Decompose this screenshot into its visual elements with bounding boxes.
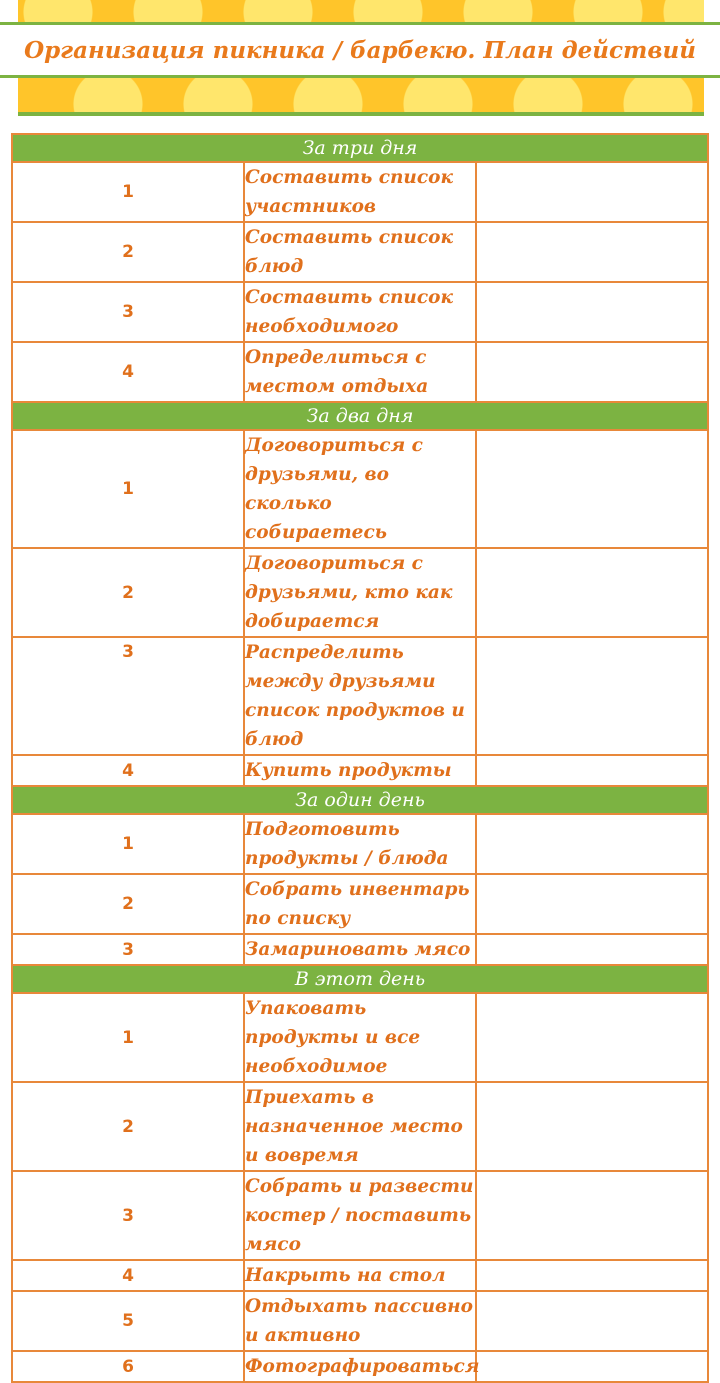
task-row [12, 162, 708, 222]
task-number: 3 [12, 1171, 244, 1260]
task-row [12, 993, 708, 1082]
task-text: Купить продукты [244, 755, 476, 786]
task-text: Замариновать мясо [244, 934, 476, 965]
task-number: 1 [12, 162, 244, 222]
task-text: Накрыть на стол [244, 1260, 476, 1291]
task-row [12, 755, 708, 786]
task-checkbox[interactable] [476, 814, 708, 874]
task-number: 3 [12, 637, 244, 755]
task-checkbox[interactable] [476, 1260, 708, 1291]
task-text: Упаковать продукты и все необходимое [244, 993, 476, 1082]
section-heading: За два дня [12, 402, 708, 430]
checklist-table [11, 133, 709, 1383]
task-checkbox[interactable] [476, 1291, 708, 1351]
task-row [12, 548, 708, 637]
task-row [12, 814, 708, 874]
section-header-row [12, 965, 708, 993]
task-text: Подготовить продукты / блюда [244, 814, 476, 874]
section-header-row [12, 402, 708, 430]
task-number: 2 [12, 1082, 244, 1171]
task-number: 2 [12, 874, 244, 934]
task-row [12, 1082, 708, 1171]
task-checkbox[interactable] [476, 162, 708, 222]
task-checkbox[interactable] [476, 1171, 708, 1260]
task-text: Определиться с местом отдыха [244, 342, 476, 402]
task-text: Собрать инвентарь по списку [244, 874, 476, 934]
task-text: Договориться с друзьями, во сколько собираетесь [244, 430, 476, 548]
task-row [12, 430, 708, 548]
task-number: 4 [12, 342, 244, 402]
task-text: Составить список блюд [244, 222, 476, 282]
task-checkbox[interactable] [476, 342, 708, 402]
task-number: 1 [12, 814, 244, 874]
section-heading: В этот день [12, 965, 708, 993]
task-number: 3 [12, 282, 244, 342]
page-title: Организация пикника / барбекю. План действий [24, 36, 696, 64]
task-checkbox[interactable] [476, 755, 708, 786]
task-row [12, 1351, 708, 1382]
task-checkbox[interactable] [476, 637, 708, 755]
task-row [12, 342, 708, 402]
task-number: 1 [12, 430, 244, 548]
task-text: Распределить между друзьями список продуктов и блюд [244, 637, 476, 755]
task-row [12, 1260, 708, 1291]
section-heading: За один день [12, 786, 708, 814]
task-text: Приехать в назначенное место и вовремя [244, 1082, 476, 1171]
task-number: 2 [12, 222, 244, 282]
task-row [12, 222, 708, 282]
task-row [12, 282, 708, 342]
task-text: Фотографироваться [244, 1351, 476, 1382]
task-text: Отдыхать пассивно и активно [244, 1291, 476, 1351]
task-number: 1 [12, 993, 244, 1082]
task-number: 4 [12, 755, 244, 786]
task-number: 5 [12, 1291, 244, 1351]
task-checkbox[interactable] [476, 548, 708, 637]
task-number: 2 [12, 548, 244, 637]
task-checkbox[interactable] [476, 934, 708, 965]
task-number: 4 [12, 1260, 244, 1291]
task-text: Составить список участников [244, 162, 476, 222]
task-checkbox[interactable] [476, 1351, 708, 1382]
task-checkbox[interactable] [476, 222, 708, 282]
title-box [0, 22, 720, 78]
task-number: 3 [12, 934, 244, 965]
section-heading: За три дня [12, 134, 708, 162]
task-number: 6 [12, 1351, 244, 1382]
task-text: Собрать и развести костер / поставить мясо [244, 1171, 476, 1260]
task-text: Составить список необходимого [244, 282, 476, 342]
section-header-row [12, 786, 708, 814]
task-text: Договориться с друзьями, кто как добирается [244, 548, 476, 637]
task-row [12, 637, 708, 755]
task-checkbox[interactable] [476, 993, 708, 1082]
task-row [12, 874, 708, 934]
task-checkbox[interactable] [476, 282, 708, 342]
task-checkbox[interactable] [476, 874, 708, 934]
task-checkbox[interactable] [476, 1082, 708, 1171]
task-row [12, 934, 708, 965]
task-row [12, 1291, 708, 1351]
task-row [12, 1171, 708, 1260]
section-header-row [12, 134, 708, 162]
task-checkbox[interactable] [476, 430, 708, 548]
